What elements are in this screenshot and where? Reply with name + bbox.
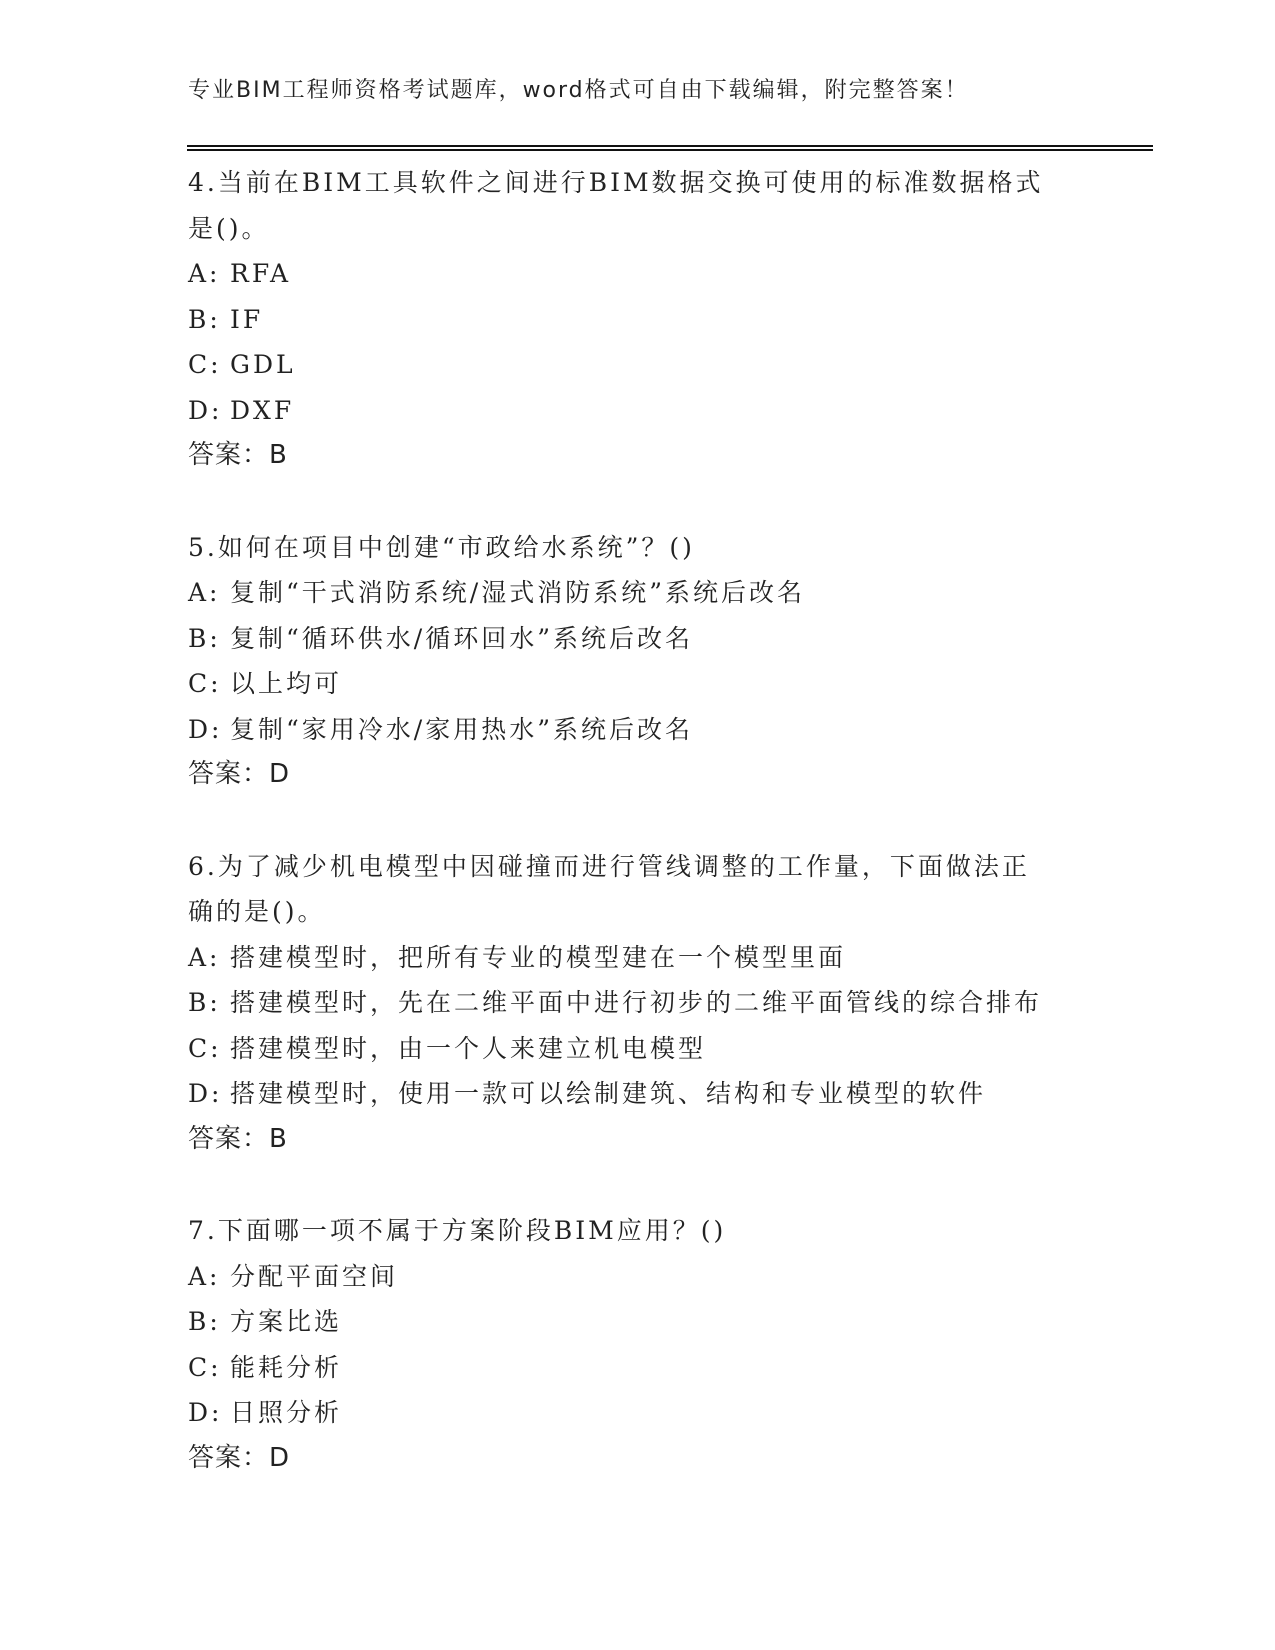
option-text: 搭建模型时，由一个人来建立机电模型 [230,1033,707,1063]
option-letter: D: [188,395,223,425]
option-letter: B: [188,988,221,1017]
option-text: 以上均可 [230,669,343,698]
option-text: GDL [230,350,296,379]
option-letter: D: [188,1079,223,1108]
option-a [188,935,1088,981]
question-7 [188,1208,1088,1481]
option-letter: B: [188,304,221,334]
option-text: IF [230,304,264,334]
option-letter: D: [188,714,223,744]
option-text: 搭建模型时，使用一款可以绘制建筑、结构和专业模型的软件 [230,1079,987,1108]
option-letter: D: [188,1398,223,1427]
page-header: 专业BIM工程师资格考试题库，word格式可自由下载编辑，附完整答案！ [188,78,969,103]
option-text: 方案比选 [230,1307,343,1336]
question-4 [188,160,1088,479]
option-c [188,1026,1088,1072]
question-stem-line: 确的是()。 [188,897,326,926]
option-b [188,297,1088,343]
option-d [188,1071,1088,1117]
question-stem-line: 是()。 [188,213,270,243]
answer-line: 答案：D [188,759,291,789]
option-d [188,1390,1088,1436]
option-a [188,570,1088,616]
option-a [188,1254,1088,1300]
option-d [188,388,1088,434]
option-d [188,707,1088,753]
option-letter: A: [188,942,221,972]
option-letter: A: [188,259,221,288]
option-text: 复制“干式消防系统/湿式消防系统”系统后改名 [230,578,805,607]
option-text: RFA [230,259,292,288]
option-letter: C: [188,1352,222,1382]
option-b [188,616,1088,662]
option-text: 日照分析 [230,1398,343,1427]
option-letter: C: [188,350,222,379]
question-stem-line: 7.下面哪一项不属于方案阶段BIM应用？() [188,1216,727,1245]
answer-line: 答案：B [188,1123,288,1154]
option-a [188,251,1088,297]
header-double-rule [187,145,1153,151]
answer-line: 答案：B [188,440,288,470]
option-letter: C: [188,669,222,698]
question-5 [188,525,1088,798]
option-text: 复制“循环供水/循环回水”系统后改名 [230,623,693,653]
option-b [188,980,1088,1026]
answer-line: 答案：D [188,1442,291,1473]
option-letter: A: [188,578,221,607]
option-c [188,342,1088,388]
question-stem-line: 5.如何在项目中创建“市政给水系统”？() [188,532,695,562]
option-letter: B: [188,1307,221,1336]
option-text: 能耗分析 [230,1352,343,1382]
question-stem-line: 4.当前在BIM工具软件之间进行BIM数据交换可使用的标准数据格式 [188,168,1044,197]
question-6 [188,844,1088,1163]
option-b [188,1299,1088,1345]
option-c [188,661,1088,707]
option-text: DXF [230,395,295,425]
option-text: 复制“家用冷水/家用热水”系统后改名 [230,714,693,744]
option-text: 分配平面空间 [230,1261,399,1291]
option-letter: B: [188,623,221,653]
question-list [188,160,1088,1527]
option-letter: C: [188,1033,222,1063]
option-letter: A: [188,1261,221,1291]
option-text: 搭建模型时，先在二维平面中进行初步的二维平面管线的综合排布 [230,988,1043,1017]
question-stem-line: 6.为了减少机电模型中因碰撞而进行管线调整的工作量，下面做法正 [188,851,1030,881]
option-c [188,1345,1088,1391]
option-text: 搭建模型时，把所有专业的模型建在一个模型里面 [230,942,847,972]
